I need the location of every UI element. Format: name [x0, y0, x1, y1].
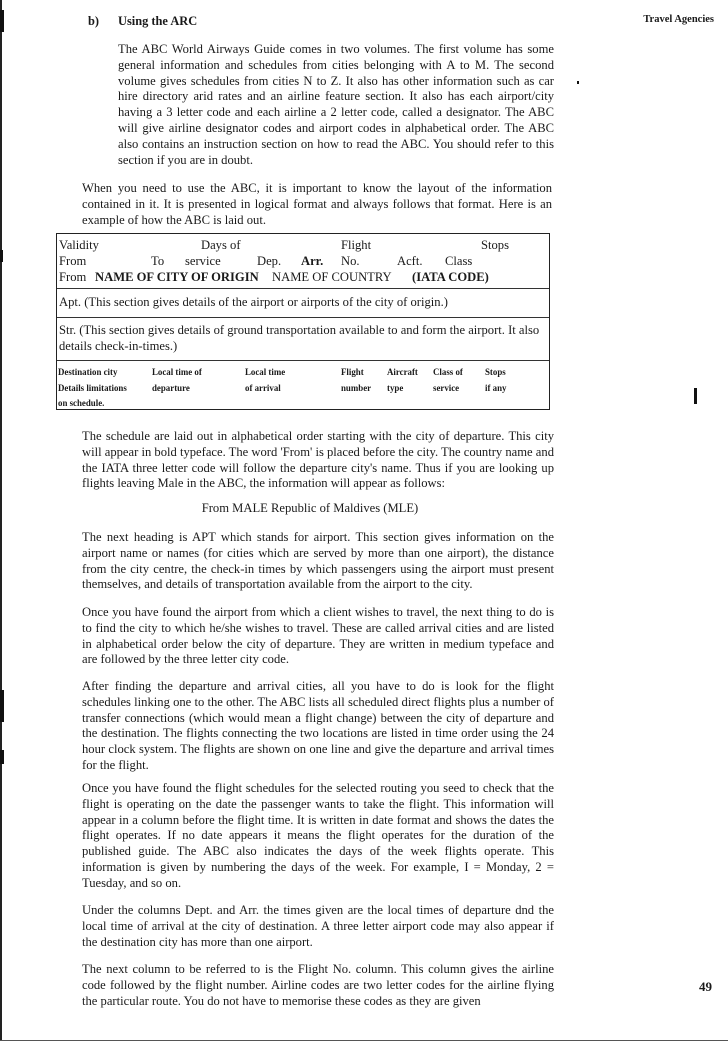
paragraph-apt-heading: The next heading is APT which stands for airport. This section gives information on the airport name or names (for cities which are served by more than one airport), the distance from the city centre, the check-in times by which passengers using the airport must present themselves, and details of transportation available from the airport to the city. [82, 530, 554, 592]
header-arr: Arr. [301, 254, 324, 268]
sample-stops: Stops [485, 367, 506, 377]
sample-departure: departure [152, 383, 190, 393]
sample-row-3 [57, 397, 549, 409]
edge-mark [0, 10, 4, 32]
sample-local-time: Local time [245, 367, 286, 377]
page-number: 49 [699, 979, 712, 994]
header-stops: Stops [481, 238, 509, 252]
paragraph-schedule-order: The schedule are laid out in alphabetical order starting with the city of departure. This city will appear in bold typeface. The word 'From' is placed before the city. The country name and the IATA three letter code will follow the departure city's name. Thus if you are looking up flights leaving Male in the ABC, the information will appear as follows: [82, 429, 554, 491]
paragraph-operating-dates: Once you have found the flight schedules for the selected routing you seed to check that the flight is operating on the date the passenger wants to take the flight. This information will appear in a column before the flight time. It is written in date format and shows the dates the flight operates. If no date appears it means the flight operates for the duration of the published guide. The ABC also indicates the days of the week flights operate. This information is given by numbering the days of the week. For example, I = Monday, 2 = Tuesday, and so on. [82, 781, 554, 890]
box-divider [57, 288, 549, 289]
sample-row-2 [57, 382, 549, 396]
sample-number: number [341, 383, 372, 393]
origin-iata-code: (IATA CODE) [412, 270, 489, 284]
paragraph-abc-layout-intro: When you need to use the ABC, it is important to know the layout of the information contained in it. It is presented in logical format and always follows that format. Here is an example of how the ABC is laid out. [82, 181, 552, 227]
header-service: service [185, 254, 221, 268]
sample-service: service [433, 383, 460, 393]
origin-country-name: NAME OF COUNTRY [272, 270, 392, 284]
layout-origin-row [57, 270, 549, 286]
running-head: Travel Agencies [643, 14, 714, 25]
sample-flight: Flight [341, 367, 364, 377]
edge-mark [0, 250, 3, 262]
origin-from-word: From [59, 270, 87, 284]
layout-header-row-2 [57, 254, 549, 270]
example-departure-line: From MALE Republic of Maldives (MLE) [201, 501, 419, 515]
edge-mark [0, 690, 4, 722]
box-divider [57, 360, 549, 361]
sample-destination-city: Destination city [58, 367, 118, 377]
paragraph-arrival-cities: Once you have found the airport from which a client wishes to travel, the next thing to do is to find the city to which he/she wishes to travel. These are called arrival cities and are listed in alphabetical order below the city of departure. They are written in medium typeface and are followed by the three letter city code. [82, 605, 554, 667]
layout-str-section: Str. (This section gives details of ground transportation available to and form the airport. It also details check-in-times.) [59, 323, 540, 353]
sample-row-1 [57, 366, 549, 380]
sample-class-of: Class of [433, 367, 463, 377]
origin-city-name: NAME OF CITY OF ORIGIN [95, 270, 259, 284]
paragraph-dept-arr-columns: Under the columns Dept. and Arr. the times given are the local times of departure dnd the local time of arrival at the city of destination. A three letter airport code may also appear if the destination city has more than one airport. [82, 903, 554, 949]
header-to: To [151, 254, 165, 268]
section-label: b) [88, 14, 100, 28]
edge-mark [0, 750, 4, 764]
left-edge-border [0, 0, 2, 1040]
sample-if-any: if any [485, 383, 507, 393]
paragraph-flight-schedules: After finding the departure and arrival cities, all you have to do is look for the flight schedules linking one to the other. The ABC lists all scheduled direct flights plus a number of transfer connections (which would mean a flight change) between the city of departure and the destination. The flights connecting the two locations are listed in time order using the 24 hour clock system. The flights are shown on one line and give the departure and arrival times for the flight. [82, 679, 554, 772]
sample-type: type [387, 383, 404, 393]
box-divider [57, 317, 549, 318]
layout-apt-section: Apt. (This section gives details of the airport or airports of the city of origin.) [59, 295, 448, 309]
header-flight: Flight [341, 238, 372, 252]
header-acft: Acft. [397, 254, 423, 268]
header-validity: Validity [59, 238, 99, 252]
header-days-of: Days of [201, 238, 241, 252]
header-from: From [59, 254, 87, 268]
section-heading [88, 14, 197, 30]
sample-local-time-of: Local time of [152, 367, 202, 377]
layout-header-row-1 [57, 238, 549, 254]
edge-mark [577, 81, 579, 84]
edge-mark [694, 388, 697, 404]
abc-layout-example-box [56, 233, 550, 410]
sample-of-arrival: of arrival [245, 383, 281, 393]
section-title: Using the ARC [118, 14, 198, 28]
bottom-rule [0, 1040, 728, 1041]
header-no: No. [341, 254, 360, 268]
sample-details-limitations: Details limitations [58, 383, 127, 393]
sample-on-schedule: on schedule. [58, 398, 105, 408]
paragraph-abc-overview: The ABC World Airways Guide comes in two volumes. The first volume has some general information and schedules from cities belonging with A to M. The second volume gives schedules from cities N to Z. It also has other information such as car hire directory arid rates and an airline feature section. It also has each airport/city having a 3 letter code and each airline a 2 letter code, called a designator. The ABC will give airline designator codes and airport codes in alphabetical order. The ABC also contains an instruction section on how to read the ABC. You should refer to this section if you are in doubt. [118, 42, 554, 167]
paragraph-flight-no-column: The next column to be referred to is the Flight No. column. This column gives the airline code followed by the flight number. Airline codes are two letter codes for the airline flying the particular route. You do not have to memorise these codes as they are given [82, 962, 554, 1008]
header-class: Class [445, 254, 473, 268]
header-dep: Dep. [257, 254, 282, 268]
sample-aircraft: Aircraft [387, 367, 418, 377]
